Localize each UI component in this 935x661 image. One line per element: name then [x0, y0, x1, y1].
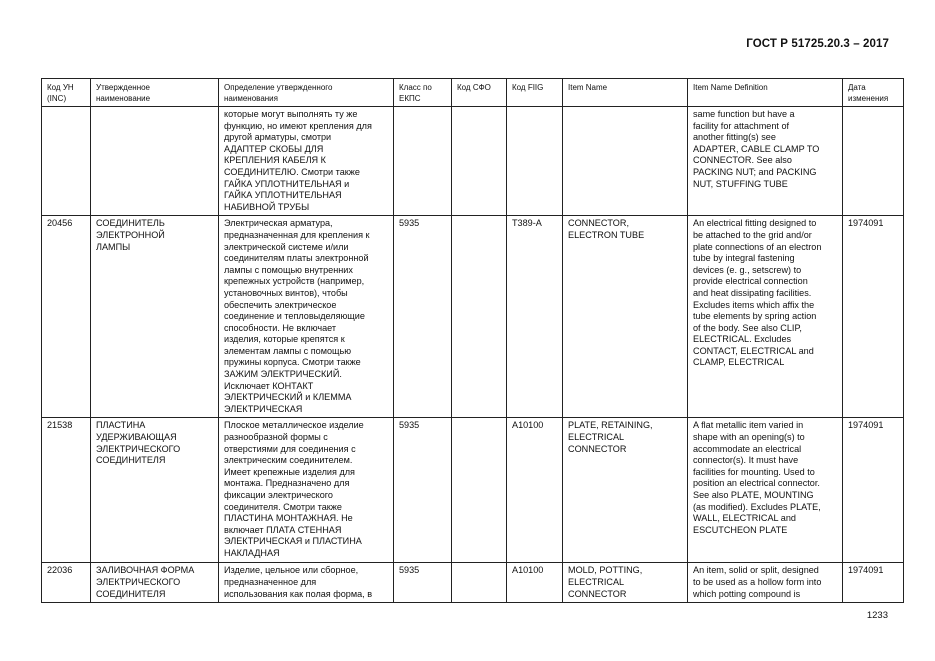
cell-item-name-definition: An electrical fitting designed to be attached to the grid and/or plate connections of an electron tube by integral fastening devices (e. g., setscrew) to provide electrical connection and heat dissipating facilities. Excludes items which affix the tube elements by spring action of the body. See also CLIP, ELECTRICAL. Excludes CONTACT, ELECTRICAL and CLAMP, ELECTRICAL [688, 216, 843, 418]
cell-sfo-code [452, 418, 507, 563]
cell-item-name: CONNECTOR, ELECTRON TUBE [563, 216, 688, 418]
table-row [42, 418, 904, 563]
table-row [42, 107, 904, 216]
cell-sfo-code [452, 107, 507, 216]
cell-approved-name: ПЛАСТИНА УДЕРЖИВАЮЩАЯ ЭЛЕКТРИЧЕСКОГО СОЕДИНИТЕЛЯ [91, 418, 219, 563]
cell-item-name: MOLD, POTTING, ELECTRICAL CONNECTOR [563, 563, 688, 603]
column-header-sfo-code: Код СФО [452, 79, 507, 107]
cell-ekps-class [394, 107, 452, 216]
table-row [42, 216, 904, 418]
cell-item-name-definition: A flat metallic item varied in shape with an opening(s) to accommodate an electrical connector(s). It must have facilities for mounting. Used to position an electrical connector. See also PLATE, MOUNTING (as modified). Excludes PLATE, WALL, ELECTRICAL and ESCUTCHEON PLATE [688, 418, 843, 563]
column-header-inc: Код УН (INC) [42, 79, 91, 107]
page-number: 1233 [866, 610, 888, 621]
column-header-change-date: Дата изменения [843, 79, 904, 107]
cell-fiig-code: A10100 [507, 418, 563, 563]
cell-inc: 21538 [42, 418, 91, 563]
cell-approved-name: ЗАЛИВОЧНАЯ ФОРМА ЭЛЕКТРИЧЕСКОГО СОЕДИНИТЕЛЯ [91, 563, 219, 603]
cell-fiig-code [507, 107, 563, 216]
table-row [42, 563, 904, 603]
column-header-fiig-code: Код FIIG [507, 79, 563, 107]
cell-change-date: 1974091 [843, 418, 904, 563]
cell-ekps-class: 5935 [394, 418, 452, 563]
cell-inc: 20456 [42, 216, 91, 418]
gost-catalog-table [41, 78, 904, 603]
column-header-ekps-class: Класс по ЕКПС [394, 79, 452, 107]
cell-item-name [563, 107, 688, 216]
cell-fiig-code: A10100 [507, 563, 563, 603]
cell-item-name-definition: same function but have a facility for attachment of another fitting(s) see ADAPTER, CABLE CLAMP TO CONNECTOR. See also PACKING NUT; and PACKING NUT, STUFFING TUBE [688, 107, 843, 216]
cell-approved-definition: Электрическая арматура, предназначенная для крепления к электрической системе и/или соединителям платы электронной лампы с помощью внутренних крепежных устройств (например, установочных винтов), чтобы обеспечить электрическое соединение и тепловыделяющие способности. Не включает изделия, которые крепятся к элементам лампы с помощью пружины корпуса. Смотри также ЗАЖИМ ЭЛЕКТРИЧЕСКИЙ. Исключает КОНТАКТ ЭЛЕКТРИЧЕСКИЙ и КЛЕММА ЭЛЕКТРИЧЕСКАЯ [219, 216, 394, 418]
cell-sfo-code [452, 563, 507, 603]
column-header-item-name-definition: Item Name Definition [688, 79, 843, 107]
cell-ekps-class: 5935 [394, 563, 452, 603]
cell-approved-definition: Изделие, цельное или сборное, предназначенное для использования как полая форма, в [219, 563, 394, 603]
cell-approved-definition: Плоское металлическое изделие разнообразной формы с отверстиями для соединения с электрическим соединителем. Имеет крепежные изделия для монтажа. Предназначено для фиксации электрического соединителя. Смотри также ПЛАСТИНА МОНТАЖНАЯ. Не включает ПЛАТА СТЕННАЯ ЭЛЕКТРИЧЕСКАЯ и ПЛАСТИНА НАКЛАДНАЯ [219, 418, 394, 563]
cell-change-date [843, 107, 904, 216]
cell-change-date: 1974091 [843, 216, 904, 418]
cell-fiig-code: T389-A [507, 216, 563, 418]
cell-change-date: 1974091 [843, 563, 904, 603]
cell-item-name-definition: An item, solid or split, designed to be used as a hollow form into which potting compound is [688, 563, 843, 603]
document-standard-header: ГОСТ Р 51725.20.3 – 2017 [746, 38, 889, 50]
cell-approved-name [91, 107, 219, 216]
cell-item-name: PLATE, RETAINING, ELECTRICAL CONNECTOR [563, 418, 688, 563]
column-header-approved-name: Утвержденное наименование [91, 79, 219, 107]
cell-approved-name: СОЕДИНИТЕЛЬ ЭЛЕКТРОННОЙ ЛАМПЫ [91, 216, 219, 418]
column-header-item-name: Item Name [563, 79, 688, 107]
table-header-row [42, 79, 904, 107]
column-header-approved-definition: Определение утвержденного наименования [219, 79, 394, 107]
cell-inc [42, 107, 91, 216]
cell-sfo-code [452, 216, 507, 418]
cell-inc: 22036 [42, 563, 91, 603]
cell-approved-definition: которые могут выполнять ту же функцию, но имеют крепления для другой арматуры, смотри АДАПТЕР СКОБЫ ДЛЯ КРЕПЛЕНИЯ КАБЕЛЯ К СОЕДИНИТЕЛЮ. Смотри также ГАЙКА УПЛОТНИТЕЛЬНАЯ и ГАЙКА УПЛОТНИТЕЛЬНАЯ НАБИВНОЙ ТРУБЫ [219, 107, 394, 216]
cell-ekps-class: 5935 [394, 216, 452, 418]
